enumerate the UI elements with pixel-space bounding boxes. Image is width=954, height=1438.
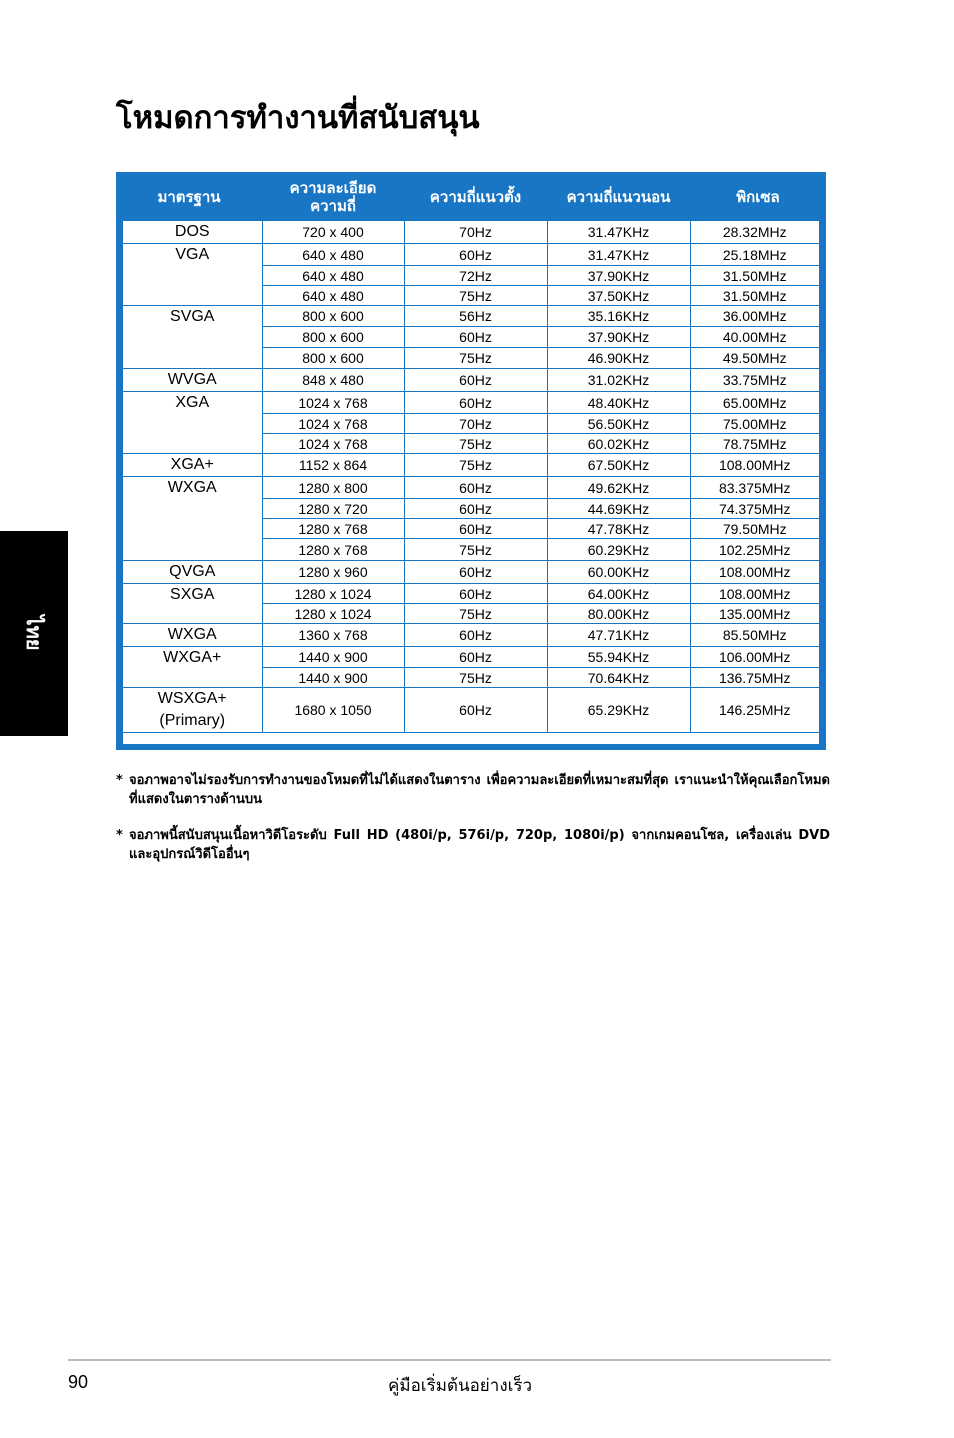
note-1-text: จอภาพอาจไม่รองรับการทำงานของโหมดที่ไม่ได้แสดงในตาราง เพื่อความละเอียดที่เหมาะสมที่สุด เราแนะนำให้คุณเลือกโหมดที่แสดงในตารางด้านบน: [129, 773, 830, 807]
page-title: โหมดการทำงานที่สนับสนุน: [116, 100, 480, 136]
header-standard: มาตรฐาน: [157, 187, 221, 206]
table-row: [123, 392, 819, 414]
vertical-frequency-cell: 60Hz: [404, 561, 547, 584]
vertical-frequency-cell: 75Hz: [404, 539, 547, 561]
horizontal-frequency-cell: 44.69KHz: [547, 499, 690, 519]
vertical-frequency-cell: 60Hz: [404, 499, 547, 519]
resolution-cell: 1280 x 1024: [262, 584, 404, 604]
note-2-text: จอภาพนี้สนับสนุนเนื้อหาวิดีโอระดับ Full HD (480i/p, 576i/p, 720p, 1080i/p) จากเกมคอนโซล, เครื่องเล่น DVD และอุปกรณ์วิดีโออื่นๆ: [129, 828, 830, 862]
mode-cell: SVGA: [123, 306, 262, 369]
mode-cell: WSXGA+ (Primary): [123, 688, 262, 733]
resolution-cell: 800 x 600: [262, 306, 404, 327]
pixel-clock-cell: 75.00MHz: [690, 414, 819, 434]
vertical-frequency-cell: 60Hz: [404, 647, 547, 668]
vertical-frequency-cell: 75Hz: [404, 434, 547, 454]
resolution-cell: 1280 x 768: [262, 519, 404, 539]
pixel-clock-cell: 33.75MHz: [690, 369, 819, 392]
pixel-clock-cell: 36.00MHz: [690, 306, 819, 327]
vertical-frequency-cell: 75Hz: [404, 348, 547, 369]
resolution-cell: 640 x 480: [262, 266, 404, 286]
resolution-cell: 1024 x 768: [262, 414, 404, 434]
vertical-frequency-cell: 60Hz: [404, 584, 547, 604]
vertical-frequency-cell: 60Hz: [404, 519, 547, 539]
pixel-clock-cell: 146.25MHz: [690, 688, 819, 733]
pixel-clock-cell: 25.18MHz: [690, 244, 819, 266]
table-row: [123, 477, 819, 499]
mode-cell: XGA: [123, 392, 262, 454]
resolution-cell: 1280 x 800: [262, 477, 404, 499]
note-2: * จอภาพนี้สนับสนุนเนื้อหาวิดีโอระดับ Full HD (480i/p, 576i/p, 720p, 1080i/p) จากเกมคอนโซล, เครื่องเล่น DVD และอุปกรณ์วิดีโออื่นๆ: [116, 828, 830, 862]
resolution-cell: 1280 x 1024: [262, 604, 404, 624]
horizontal-frequency-cell: 31.47KHz: [547, 244, 690, 266]
horizontal-frequency-cell: 31.47KHz: [547, 221, 690, 244]
resolution-cell: 800 x 600: [262, 327, 404, 348]
vertical-frequency-cell: 60Hz: [404, 624, 547, 647]
horizontal-frequency-cell: 37.90KHz: [547, 327, 690, 348]
resolution-cell: 1440 x 900: [262, 647, 404, 668]
table-row: [123, 244, 819, 266]
pixel-clock-cell: 136.75MHz: [690, 668, 819, 688]
footer-divider: [68, 1359, 831, 1361]
resolution-cell: 1152 x 864: [262, 454, 404, 477]
vertical-frequency-cell: 60Hz: [404, 244, 547, 266]
horizontal-frequency-cell: 60.29KHz: [547, 539, 690, 561]
header-horizontal-frequency: ความถี่แนวนอน: [566, 187, 671, 206]
mode-cell: WVGA: [123, 369, 262, 392]
pixel-clock-cell: 40.00MHz: [690, 327, 819, 348]
table-row: [123, 306, 819, 327]
horizontal-frequency-cell: 37.50KHz: [547, 286, 690, 306]
resolution-cell: 720 x 400: [262, 221, 404, 244]
modes-grid: [123, 221, 819, 733]
pixel-clock-cell: 78.75MHz: [690, 434, 819, 454]
vertical-frequency-cell: 60Hz: [404, 477, 547, 499]
table-row: [123, 221, 819, 244]
vertical-frequency-cell: 70Hz: [404, 221, 547, 244]
resolution-cell: 1280 x 960: [262, 561, 404, 584]
pixel-clock-cell: 85.50MHz: [690, 624, 819, 647]
table-row: [123, 624, 819, 647]
vertical-frequency-cell: 75Hz: [404, 454, 547, 477]
pixel-clock-cell: 106.00MHz: [690, 647, 819, 668]
table-row: [123, 647, 819, 668]
vertical-frequency-cell: 70Hz: [404, 414, 547, 434]
pixel-clock-cell: 49.50MHz: [690, 348, 819, 369]
supported-modes-table: [116, 172, 826, 750]
pixel-clock-cell: 31.50MHz: [690, 286, 819, 306]
horizontal-frequency-cell: 47.71KHz: [547, 624, 690, 647]
resolution-cell: 1280 x 720: [262, 499, 404, 519]
table-row: [123, 584, 819, 604]
vertical-frequency-cell: 60Hz: [404, 369, 547, 392]
header-resolution: ความละเอียดความถี่: [289, 178, 377, 215]
horizontal-frequency-cell: 60.00KHz: [547, 561, 690, 584]
vertical-frequency-cell: 60Hz: [404, 392, 547, 414]
resolution-cell: 1024 x 768: [262, 434, 404, 454]
note-1: * จอภาพอาจไม่รองรับการทำงานของโหมดที่ไม่ได้แสดงในตาราง เพื่อความละเอียดที่เหมาะสมที่สุด เราแนะนำให้คุณเลือกโหมดที่แสดงในตารางด้านบน: [116, 773, 830, 807]
vertical-frequency-cell: 75Hz: [404, 604, 547, 624]
resolution-cell: 640 x 480: [262, 244, 404, 266]
mode-cell: WXGA+: [123, 647, 262, 688]
horizontal-frequency-cell: 70.64KHz: [547, 668, 690, 688]
table-row: [123, 561, 819, 584]
resolution-cell: 640 x 480: [262, 286, 404, 306]
horizontal-frequency-cell: 56.50KHz: [547, 414, 690, 434]
mode-cell: WXGA: [123, 477, 262, 561]
vertical-frequency-cell: 75Hz: [404, 286, 547, 306]
pixel-clock-cell: 108.00MHz: [690, 561, 819, 584]
pixel-clock-cell: 79.50MHz: [690, 519, 819, 539]
table-row: [123, 369, 819, 392]
mode-cell: SXGA: [123, 584, 262, 624]
horizontal-frequency-cell: 48.40KHz: [547, 392, 690, 414]
mode-cell: XGA+: [123, 454, 262, 477]
horizontal-frequency-cell: 47.78KHz: [547, 519, 690, 539]
language-side-tab-label: ไทย: [22, 615, 46, 651]
vertical-frequency-cell: 72Hz: [404, 266, 547, 286]
horizontal-frequency-cell: 80.00KHz: [547, 604, 690, 624]
horizontal-frequency-cell: 64.00KHz: [547, 584, 690, 604]
table-row: [123, 454, 819, 477]
mode-cell: VGA: [123, 244, 262, 306]
mode-cell: DOS: [123, 221, 262, 244]
resolution-cell: 1440 x 900: [262, 668, 404, 688]
resolution-cell: 1024 x 768: [262, 392, 404, 414]
horizontal-frequency-cell: 31.02KHz: [547, 369, 690, 392]
resolution-cell: 848 x 480: [262, 369, 404, 392]
horizontal-frequency-cell: 46.90KHz: [547, 348, 690, 369]
mode-cell: WXGA: [123, 624, 262, 647]
resolution-cell: 1280 x 768: [262, 539, 404, 561]
table-header: [116, 172, 826, 221]
pixel-clock-cell: 108.00MHz: [690, 584, 819, 604]
header-vertical-frequency: ความถี่แนวตั้ง: [429, 187, 522, 206]
footer-title: คู่มือเริ่มต้นอย่างเร็ว: [388, 1376, 533, 1396]
horizontal-frequency-cell: 60.02KHz: [547, 434, 690, 454]
resolution-cell: 800 x 600: [262, 348, 404, 369]
horizontal-frequency-cell: 49.62KHz: [547, 477, 690, 499]
horizontal-frequency-cell: 37.90KHz: [547, 266, 690, 286]
pixel-clock-cell: 135.00MHz: [690, 604, 819, 624]
horizontal-frequency-cell: 55.94KHz: [547, 647, 690, 668]
pixel-clock-cell: 102.25MHz: [690, 539, 819, 561]
horizontal-frequency-cell: 67.50KHz: [547, 454, 690, 477]
resolution-cell: 1360 x 768: [262, 624, 404, 647]
horizontal-frequency-cell: 35.16KHz: [547, 306, 690, 327]
vertical-frequency-cell: 60Hz: [404, 327, 547, 348]
vertical-frequency-cell: 56Hz: [404, 306, 547, 327]
table-body: [123, 221, 819, 744]
pixel-clock-cell: 74.375MHz: [690, 499, 819, 519]
table-row: [123, 688, 819, 733]
pixel-clock-cell: 83.375MHz: [690, 477, 819, 499]
vertical-frequency-cell: 60Hz: [404, 688, 547, 733]
horizontal-frequency-cell: 65.29KHz: [547, 688, 690, 733]
mode-cell: QVGA: [123, 561, 262, 584]
pixel-clock-cell: 31.50MHz: [690, 266, 819, 286]
header-pixel: พิกเซล: [736, 187, 780, 206]
vertical-frequency-cell: 75Hz: [404, 668, 547, 688]
resolution-cell: 1680 x 1050: [262, 688, 404, 733]
pixel-clock-cell: 28.32MHz: [690, 221, 819, 244]
pixel-clock-cell: 65.00MHz: [690, 392, 819, 414]
language-side-tab: [0, 531, 68, 736]
pixel-clock-cell: 108.00MHz: [690, 454, 819, 477]
page-number: 90: [68, 1372, 89, 1392]
